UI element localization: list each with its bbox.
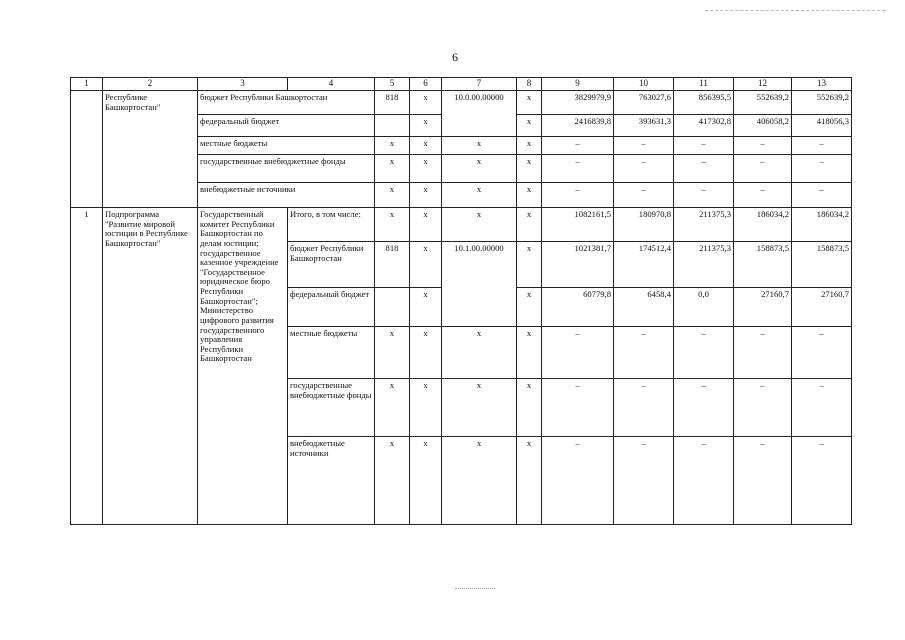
table-row [71,91,852,115]
scan-artifact-line [455,588,495,589]
table-cell: х [410,437,442,525]
table-cell: х [517,208,542,242]
amount-cell: – [792,183,852,208]
table-cell: х [517,437,542,525]
amount-cell: 158873,5 [792,242,852,288]
table-cell: х [375,327,410,379]
table-cell: х [375,155,410,183]
header-cell: 5 [375,78,410,91]
amount-cell: – [542,437,614,525]
table-cell: х [410,91,442,115]
table-cell: х [375,137,410,155]
classification-code-cell: 10.1.00.00000 [442,242,517,327]
amount-cell: 406058,2 [734,115,792,137]
header-cell: 8 [517,78,542,91]
header-cell: 7 [442,78,517,91]
table-cell: х [442,155,517,183]
header-cell: 11 [674,78,734,91]
page-number: 6 [452,50,458,64]
amount-cell: – [734,437,792,525]
amount-cell: 417302,8 [674,115,734,137]
table-cell: х [410,379,442,437]
amount-cell: 27160,7 [734,288,792,327]
header-cell: 3 [198,78,288,91]
amount-cell: 552639,2 [792,91,852,115]
amount-cell: 393631,3 [614,115,674,137]
funding-source-cell: местные бюджеты [198,137,375,155]
amount-cell: 763027,6 [614,91,674,115]
header-cell: 1 [71,78,103,91]
table-cell: х [442,183,517,208]
amount-cell: 1021381,7 [542,242,614,288]
amount-cell: – [674,183,734,208]
funding-source-cell: бюджет Республики Башкортостан [288,242,375,288]
table-cell: х [517,242,542,288]
table-cell [375,115,410,137]
amount-cell: – [614,137,674,155]
table-header-row [71,78,852,91]
table-cell: х [375,379,410,437]
amount-cell: – [542,327,614,379]
amount-cell: – [734,155,792,183]
amount-cell: 552639,2 [734,91,792,115]
funding-source-cell: федеральный бюджет [288,288,375,327]
amount-cell: – [614,183,674,208]
classification-code-cell: 10.0.00.00000 [442,91,517,137]
amount-cell: 180970,8 [614,208,674,242]
amount-cell: 856395,5 [674,91,734,115]
amount-cell: 211375,3 [674,242,734,288]
amount-cell: – [542,183,614,208]
amount-cell: – [792,379,852,437]
amount-cell: – [734,183,792,208]
amount-cell: – [542,379,614,437]
amount-cell: – [792,327,852,379]
amount-cell: 174512,4 [614,242,674,288]
table-cell: х [410,288,442,327]
program-name-cell: Республике Башкортостан" [103,91,198,208]
amount-cell: 2416839,8 [542,115,614,137]
header-cell: 4 [288,78,375,91]
amount-cell: – [674,327,734,379]
amount-cell: – [792,137,852,155]
executor-cell: Государственный комитет Республики Башкортостан по делам юстиции; государственное казенное учреждение "Государственное юридическое бюро Республики Башкортостан"; Министерство цифрового развития государственного управления Республики Башкортостан [198,208,288,525]
admin-code-cell: 818 [375,242,410,288]
funding-source-cell: местные бюджеты [288,327,375,379]
table-cell: х [517,379,542,437]
table-cell: х [517,183,542,208]
funding-source-cell: внебюджетные источники [288,437,375,525]
table-cell: х [517,288,542,327]
table-cell: х [375,437,410,525]
admin-code-cell: 818 [375,91,410,115]
table-cell [375,288,410,327]
amount-cell: – [674,379,734,437]
amount-cell: – [674,155,734,183]
table-cell: х [410,183,442,208]
header-cell: 12 [734,78,792,91]
table-cell: х [410,208,442,242]
amount-cell: – [614,327,674,379]
table-cell: х [517,327,542,379]
amount-cell: 158873,5 [734,242,792,288]
table-cell: х [410,137,442,155]
amount-cell: 27160,7 [792,288,852,327]
budget-table [70,77,852,525]
header-cell: 10 [614,78,674,91]
amount-cell: 1082161,5 [542,208,614,242]
program-name-cell: Подпрограмма "Развитие мировой юстиции в Республике Башкортостан" [103,208,198,525]
amount-cell: 186034,2 [734,208,792,242]
amount-cell: 3829979,9 [542,91,614,115]
funding-source-cell: внебюджетные источники [198,183,375,208]
amount-cell: – [734,327,792,379]
table-cell: х [442,379,517,437]
table-cell: х [442,437,517,525]
table-cell: х [375,208,410,242]
amount-cell: – [542,155,614,183]
amount-cell: – [734,379,792,437]
amount-cell: 186034,2 [792,208,852,242]
funding-source-cell: государственные внебюджетные фонды [288,379,375,437]
table-row [71,208,852,242]
amount-cell: – [614,437,674,525]
amount-cell: – [542,137,614,155]
table-cell: х [517,115,542,137]
table-cell: х [442,208,517,242]
table-cell: х [410,327,442,379]
table-cell: х [517,91,542,115]
amount-cell: – [674,437,734,525]
header-cell: 2 [103,78,198,91]
table-cell: х [375,183,410,208]
table-cell: х [410,115,442,137]
amount-cell: 60779,8 [542,288,614,327]
header-cell: 13 [792,78,852,91]
funding-source-cell: государственные внебюджетные фонды [198,155,375,183]
amount-cell: 418056,3 [792,115,852,137]
row-number-cell: 1 [71,208,103,525]
table-cell: х [410,155,442,183]
amount-cell: – [792,155,852,183]
amount-cell: 6458,4 [614,288,674,327]
table-cell: х [410,242,442,288]
amount-cell: – [614,155,674,183]
table-cell: х [442,137,517,155]
amount-cell: – [734,137,792,155]
table-cell: х [517,155,542,183]
amount-cell: – [792,437,852,525]
funding-source-cell: бюджет Республики Башкортостан [198,91,375,115]
header-cell: 6 [410,78,442,91]
header-cell: 9 [542,78,614,91]
amount-cell: – [614,379,674,437]
scan-artifact-line [705,10,885,13]
table-cell: х [517,137,542,155]
funding-source-cell: федеральный бюджет [198,115,375,137]
amount-cell: 0,0 [674,288,734,327]
row-number-cell [71,91,103,208]
funding-source-cell: Итого, в том числе: [288,208,375,242]
amount-cell: 211375,3 [674,208,734,242]
table-cell: х [442,327,517,379]
amount-cell: – [674,137,734,155]
